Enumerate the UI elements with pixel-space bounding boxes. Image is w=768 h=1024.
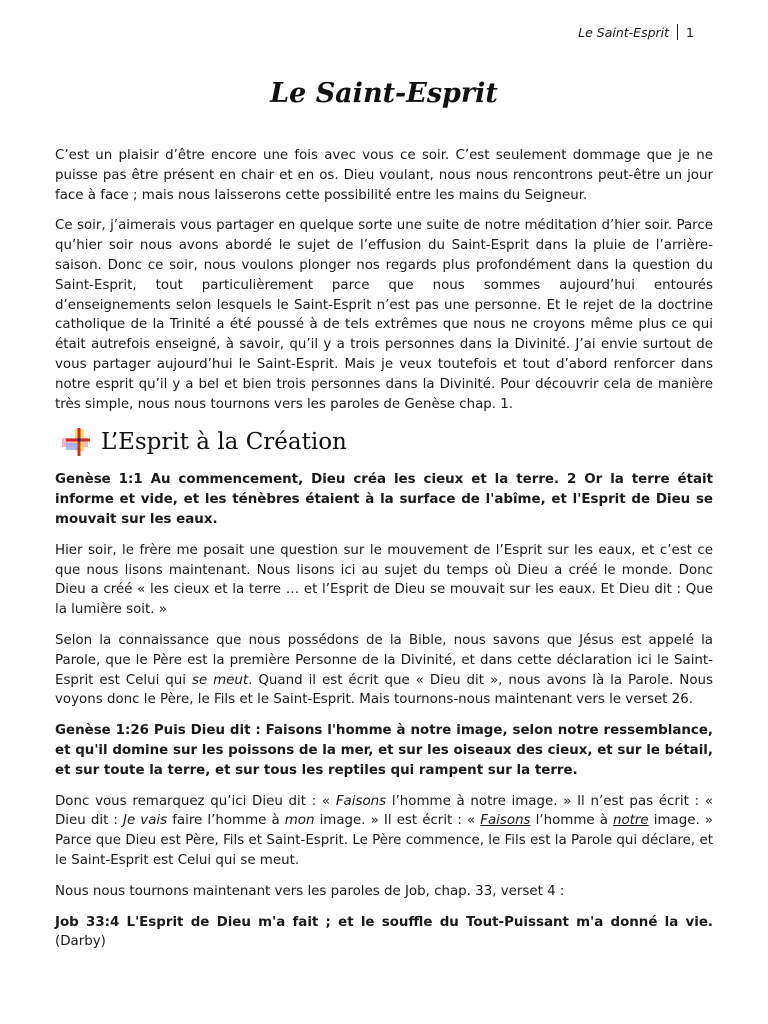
underlined-emphasis: Faisons (480, 813, 531, 829)
text-run: Selon la connaissance que nous possédons de la Bible, nous savons que Jésus est appelé la Parole, que le Père est la première Personne de la Divinité, et dans cette déclaration ici le Saint-Esprit est Celui qui (55, 632, 713, 688)
running-header (578, 24, 694, 40)
header-title: Le Saint-Esprit (578, 24, 670, 40)
emphasis-text: mon (284, 813, 315, 829)
scripture-genesis-1-1: Genèse 1:1 Au commencement, Dieu créa les cieux et la terre. 2 Or la terre était informe et vide, et les ténèbres étaient à la surface de l'abîme, et l'Esprit de Dieu se mouvait sur les eaux. (55, 472, 713, 527)
emphasis-text: se meut (191, 672, 249, 688)
emphasis-text: Je vais (123, 813, 168, 829)
text-run: . Quand il est écrit que « Dieu dit », nous avons là la Parole. Nous voyons donc le Père, le Fils et le Saint-Esprit. Mais tournons-nous maintenant vers le verset 26. (55, 672, 713, 708)
page-number: 1 (686, 24, 694, 40)
header-divider (677, 24, 678, 40)
section-heading (60, 426, 713, 458)
underlined-emphasis: notre (612, 813, 649, 829)
text-run: image. » Il est écrit : « (314, 813, 481, 829)
scripture-job-33-4 (55, 913, 713, 953)
text-run: faire l’homme à (167, 813, 285, 829)
paragraph-intro-2: Ce soir, j’aimerais vous partager en quelque sorte une suite de notre méditation d’hier soir. Parce qu’hier soir nous avons abordé le sujet de l’effusion du Saint-Esprit dans la pluie de l’arrière-saison. Donc ce soir, nous voulons plonger nos regards plus profondément dans la question du Saint-Esprit, tout particulièrement parce que nous sommes aujourd’hui entourés d’enseignements selon lesquels le Saint-Esprit n’est pas une personne. Et le rejet de la doctrine catholique de la Trinité a été poussé à de tels extrêmes que nous ne croyons même plus ce qui était autrefois enseigné, à savoir, qu’il y a trois personnes dans la Divinité. J’ai envie surtout de vous partager aujourd’hui le Saint-Esprit. Mais je veux toutefois et tout d’abord renforcer dans notre esprit qu’il y a bel et bien trois personnes dans la Divinité. Pour découvrir cela de manière très simple, nous nous tournons vers les paroles de Genèse chap. 1. (55, 218, 713, 412)
page-title: Le Saint-Esprit (270, 78, 498, 109)
translation-source: (Darby) (55, 934, 106, 950)
text-run: l’homme à notre image. » Il n’est pas écrit : « Dieu dit : (55, 793, 714, 829)
document-body (55, 146, 713, 963)
paragraph-4 (55, 631, 713, 710)
paragraph-intro-1: C’est un plaisir d’être encore une fois avec vous ce soir. C’est seulement dommage que je ne puisse pas être présent en chair et en os. Dieu voulant, nous nous rencontrons peut-être un jour face à face ; mais nous laisserons cette possibilité entre les mains du Seigneur. (55, 148, 713, 203)
paragraph-6: Nous nous tournons maintenant vers les paroles de Job, chap. 33, verset 4 : (55, 883, 565, 899)
text-run: l’homme à (530, 813, 613, 829)
section-title: L’Esprit à la Création (101, 429, 347, 456)
cross-icon (60, 426, 92, 458)
paragraph-5 (55, 792, 713, 871)
text-run: image. » Parce que Dieu est Père, Fils et Saint-Esprit. Le Père commence, le Fils est la Parole qui déclare, et le Saint-Esprit est Celui qui se meut. (55, 813, 714, 868)
scripture-genesis-1-26: Genèse 1:26 Puis Dieu dit : Faisons l'homme à notre image, selon notre ressemblance, et qu'il domine sur les poissons de la mer, et sur les oiseaux des cieux, et sur le bétail, et sur toute la terre, et sur tous les reptiles qui rampent sur la terre. (55, 723, 713, 778)
emphasis-text: Faisons (335, 793, 387, 809)
scripture-text: Job 33:4 L'Esprit de Dieu m'a fait ; et le souffle du Tout-Puissant m'a donné la vie. (55, 914, 713, 930)
text-run: Donc vous remarquez qu’ici Dieu dit : « (55, 793, 336, 809)
paragraph-3: Hier soir, le frère me posait une question sur le mouvement de l’Esprit sur les eaux, et c’est ce que nous lisons maintenant. Nous lisons ici au sujet du temps où Dieu a créé le monde. Donc Dieu a créé « les cieux et la terre … et l’Esprit de Dieu se mouvait sur les eaux. Et Dieu dit : Que la lumière soit. » (55, 542, 713, 618)
